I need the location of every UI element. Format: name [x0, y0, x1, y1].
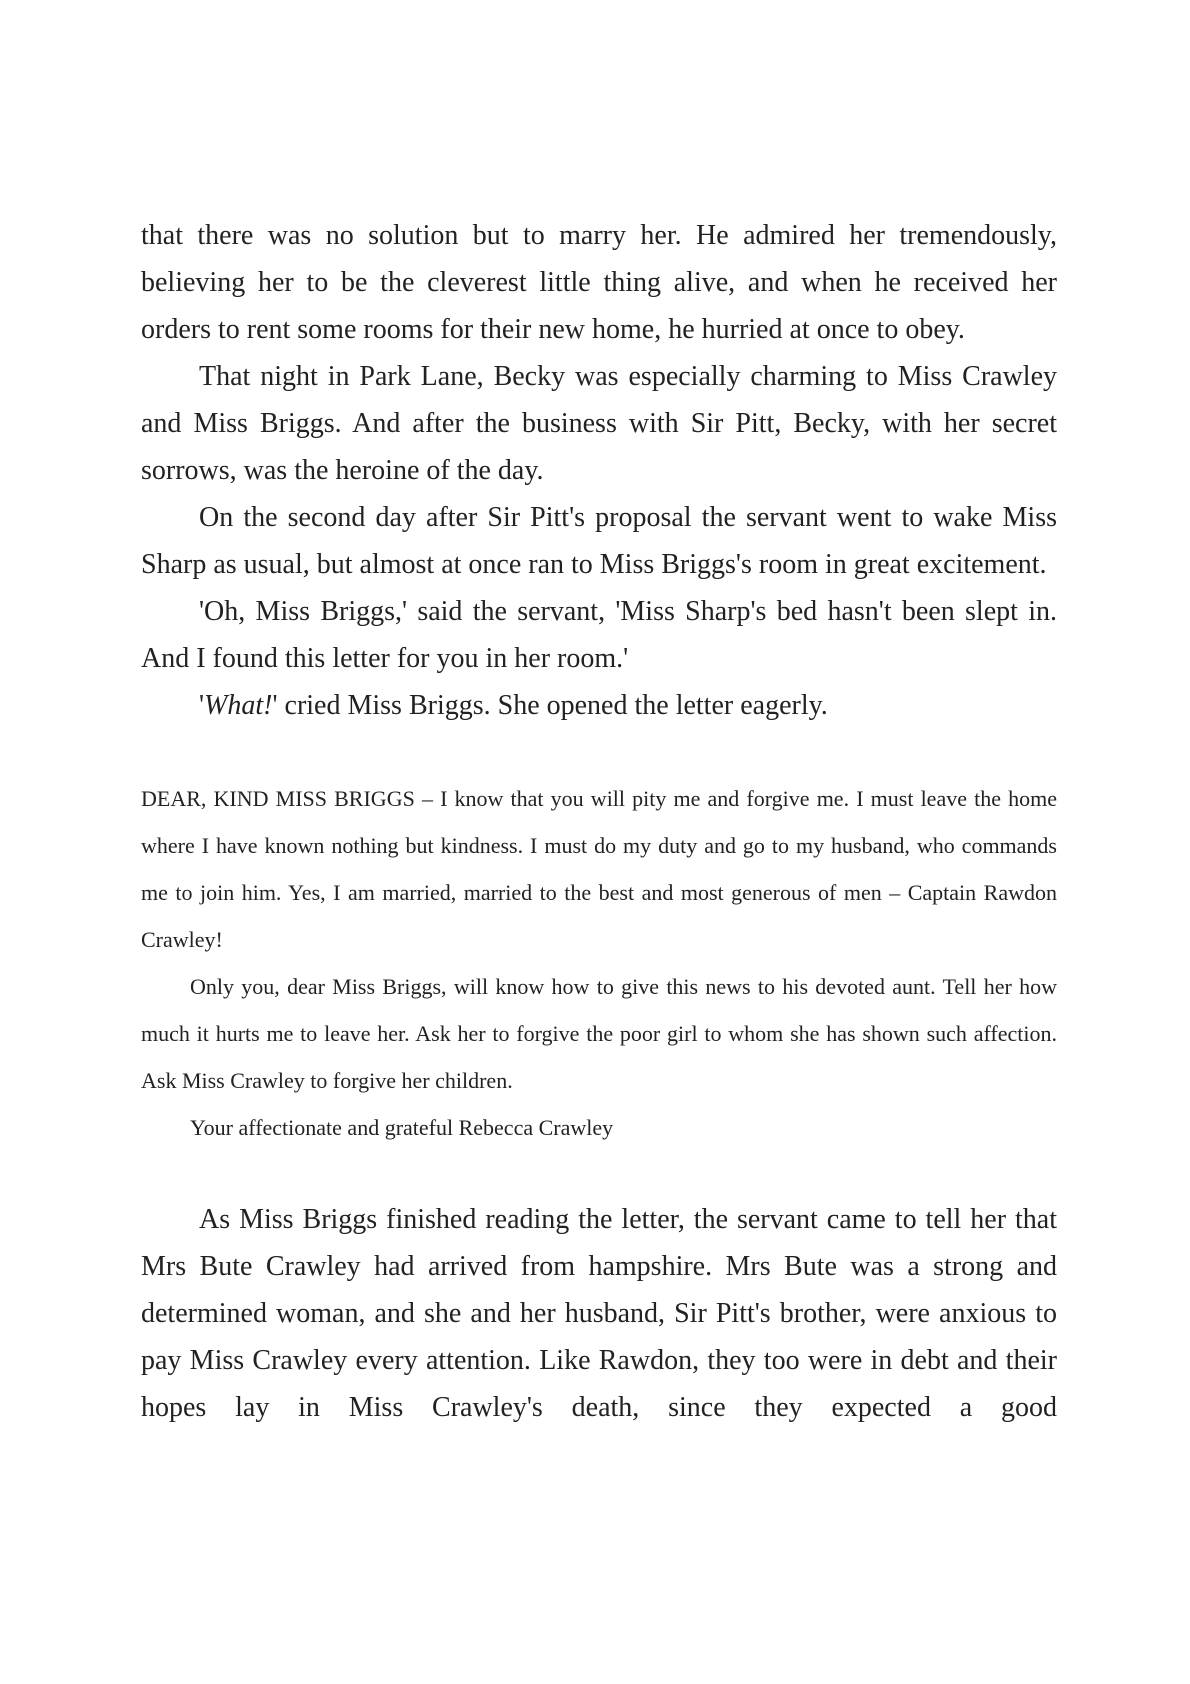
- paragraph-park-lane: That night in Park Lane, Becky was especially charming to Miss Crawley and Miss Briggs. And after the business with Sir Pitt, Becky, with her secret sorrows, was the heroine of the day.: [141, 361, 1057, 486]
- paragraph-servant-speech: 'Oh, Miss Briggs,' said the servant, 'Miss Sharp's bed hasn't been slept in. And I found this letter for you in her room.': [141, 596, 1057, 674]
- book-page: [141, 212, 1057, 1431]
- open-quote: ': [199, 690, 205, 721]
- letter-paragraph-salutation: DEAR, KIND MISS BRIGGS – I know that you will pity me and forgive me. I must leave the home where I have known nothing but kindness. I must do my duty and go to my husband, who commands me to join him. Yes, I am married, married to the best and most generous of men – Captain Rawdon Crawley!: [141, 786, 1057, 952]
- paragraph-mrs-bute: As Miss Briggs finished reading the letter, the servant came to tell her that Mrs Bute Crawley had arrived from hampshire. Mrs Bute was a strong and determined woman, and she and her husband, Sir Pitt's brother, were anxious to pay Miss Crawley every attention. Like Rawdon, they too were in debt and their hopes lay in Miss Crawley's death, since they expected a good: [141, 1204, 1057, 1423]
- letter-block: [141, 775, 1057, 1151]
- paragraph-second-day: On the second day after Sir Pitt's proposal the servant went to wake Miss Sharp as usual, but almost at once ran to Miss Briggs's room in great excitement.: [141, 502, 1057, 580]
- cried-miss-briggs: ' cried Miss Briggs. She opened the letter eagerly.: [272, 690, 828, 721]
- letter-signature: Your affectionate and grateful Rebecca Crawley: [190, 1115, 614, 1140]
- letter-paragraph-request: Only you, dear Miss Briggs, will know how to give this news to his devoted aunt. Tell her how much it hurts me to leave her. Ask her to forgive the poor girl to whom she has shown such affection. Ask Miss Crawley to forgive her children.: [141, 974, 1057, 1093]
- paragraph-what-cried: [141, 682, 1057, 729]
- exclamation-what: What!: [204, 690, 273, 721]
- paragraph-continuation: that there was no solution but to marry her. He admired her tremendously, believing her to be the cleverest little thing alive, and when he received her orders to rent some rooms for their new home, he hurried at once to obey.: [141, 220, 1057, 345]
